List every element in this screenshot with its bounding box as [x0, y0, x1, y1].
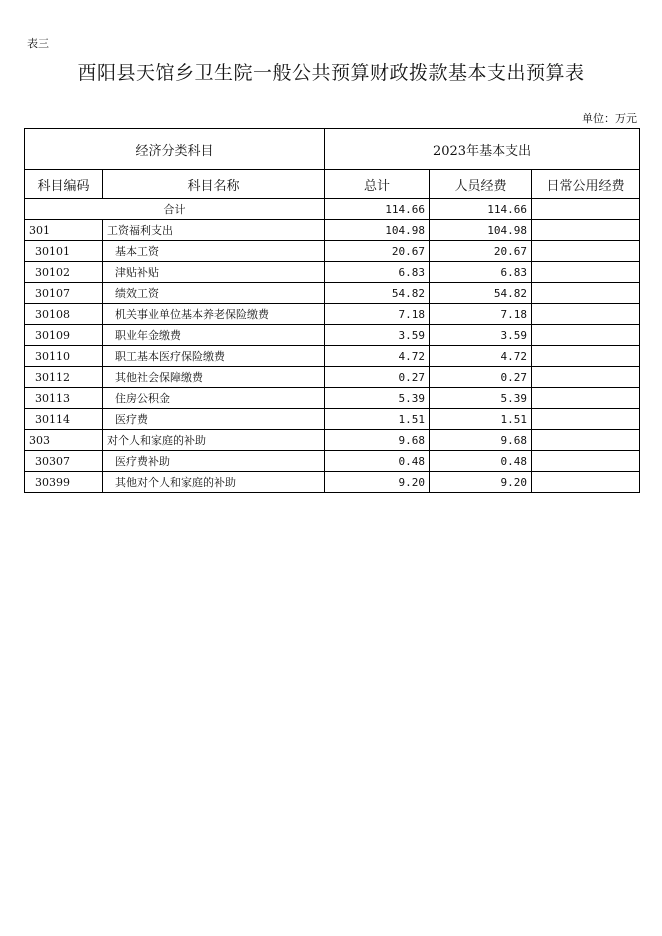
row-name: 绩效工资	[103, 283, 325, 304]
row-public	[532, 304, 640, 325]
table-label: 表三	[27, 37, 49, 50]
header-personnel: 人员经费	[430, 170, 532, 199]
row-name: 医疗费补助	[103, 451, 325, 472]
row-public	[532, 409, 640, 430]
row-public	[532, 220, 640, 241]
row-code: 30107	[25, 283, 103, 304]
row-public	[532, 367, 640, 388]
total-row	[25, 199, 640, 220]
header-basic-expenditure: 2023年基本支出	[325, 129, 640, 170]
row-personnel: 5.39	[430, 388, 532, 409]
row-name: 津贴补贴	[103, 262, 325, 283]
row-personnel: 104.98	[430, 220, 532, 241]
unit-label: 单位：万元	[582, 112, 637, 125]
row-code: 30112	[25, 367, 103, 388]
header-row-groups	[25, 129, 640, 170]
row-personnel: 9.68	[430, 430, 532, 451]
row-total: 20.67	[325, 241, 430, 262]
row-code: 30102	[25, 262, 103, 283]
row-public	[532, 283, 640, 304]
row-total: 0.48	[325, 451, 430, 472]
row-code: 30307	[25, 451, 103, 472]
header-total: 总计	[325, 170, 430, 199]
row-public	[532, 346, 640, 367]
row-personnel: 9.20	[430, 472, 532, 493]
row-personnel: 6.83	[430, 262, 532, 283]
row-code: 30399	[25, 472, 103, 493]
row-personnel: 0.27	[430, 367, 532, 388]
row-total: 4.72	[325, 346, 430, 367]
total-personnel: 114.66	[430, 199, 532, 220]
table-row	[25, 409, 640, 430]
row-personnel: 7.18	[430, 304, 532, 325]
header-name: 科目名称	[103, 170, 325, 199]
row-code: 30110	[25, 346, 103, 367]
row-public	[532, 325, 640, 346]
row-name: 其他对个人和家庭的补助	[103, 472, 325, 493]
row-name: 职业年金缴费	[103, 325, 325, 346]
row-code: 303	[25, 430, 103, 451]
row-code: 30114	[25, 409, 103, 430]
row-personnel: 20.67	[430, 241, 532, 262]
header-public: 日常公用经费	[532, 170, 640, 199]
row-total: 104.98	[325, 220, 430, 241]
row-name: 对个人和家庭的补助	[103, 430, 325, 451]
budget-table	[24, 128, 640, 493]
row-total: 5.39	[325, 388, 430, 409]
row-name: 职工基本医疗保险缴费	[103, 346, 325, 367]
row-public	[532, 472, 640, 493]
table-row	[25, 388, 640, 409]
table-row	[25, 451, 640, 472]
row-total: 9.20	[325, 472, 430, 493]
row-name: 机关事业单位基本养老保险缴费	[103, 304, 325, 325]
total-public	[532, 199, 640, 220]
row-public	[532, 241, 640, 262]
row-total: 6.83	[325, 262, 430, 283]
row-name: 住房公积金	[103, 388, 325, 409]
row-total: 3.59	[325, 325, 430, 346]
row-name: 医疗费	[103, 409, 325, 430]
row-code: 30101	[25, 241, 103, 262]
table-row	[25, 325, 640, 346]
row-personnel: 4.72	[430, 346, 532, 367]
total-total: 114.66	[325, 199, 430, 220]
row-public	[532, 430, 640, 451]
row-name: 基本工资	[103, 241, 325, 262]
row-total: 1.51	[325, 409, 430, 430]
table-row	[25, 241, 640, 262]
row-public	[532, 388, 640, 409]
row-personnel: 3.59	[430, 325, 532, 346]
header-row-columns	[25, 170, 640, 199]
row-total: 9.68	[325, 430, 430, 451]
row-personnel: 54.82	[430, 283, 532, 304]
row-personnel: 1.51	[430, 409, 532, 430]
row-name: 其他社会保障缴费	[103, 367, 325, 388]
row-total: 0.27	[325, 367, 430, 388]
header-code: 科目编码	[25, 170, 103, 199]
total-label: 合计	[25, 199, 325, 220]
table-row	[25, 283, 640, 304]
table-row	[25, 346, 640, 367]
table-row	[25, 262, 640, 283]
row-personnel: 0.48	[430, 451, 532, 472]
row-public	[532, 451, 640, 472]
row-code: 301	[25, 220, 103, 241]
row-total: 7.18	[325, 304, 430, 325]
row-code: 30108	[25, 304, 103, 325]
table-row	[25, 220, 640, 241]
table-row	[25, 304, 640, 325]
row-code: 30109	[25, 325, 103, 346]
row-total: 54.82	[325, 283, 430, 304]
row-name: 工资福利支出	[103, 220, 325, 241]
row-code: 30113	[25, 388, 103, 409]
page-title: 酉阳县天馆乡卫生院一般公共预算财政拨款基本支出预算表	[77, 62, 585, 84]
header-economic-category: 经济分类科目	[25, 129, 325, 170]
row-public	[532, 262, 640, 283]
table-row	[25, 472, 640, 493]
table-row	[25, 367, 640, 388]
table-row	[25, 430, 640, 451]
